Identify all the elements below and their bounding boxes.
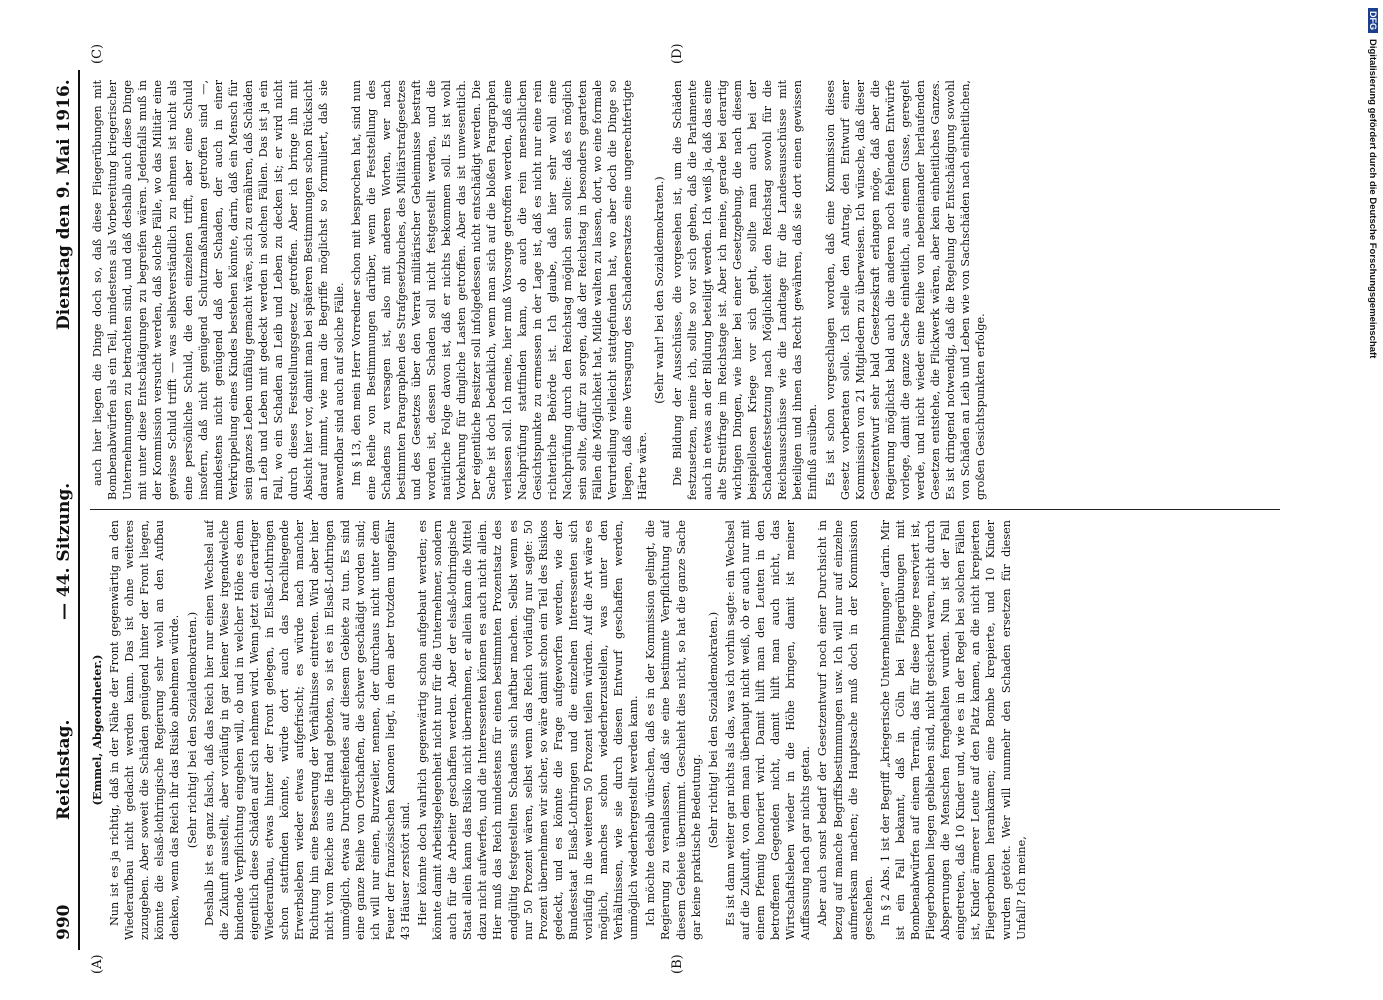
- paragraph: Hier könnte doch wahrlich gegenwärtig schon aufgebaut werden; es könnte damit Arbeitsgelegenheit nicht nur für die Unternehmer, sondern auch für die Arbeiter geschaffen werden. Aber der elsaß-lothringische Staat allein kann das Risiko nicht übernehmen, er allein kann die Mittel dazu nicht aufwerfen, und die Interessenten können es auch nicht allein. Hier muß das Reich mindestens für einen bestimmten Prozentsatz des endgültig festgestellten Schadens sich haftbar machen. Selbst wenn es nur 50 Prozent wären, selbst wenn das Reich vorläufig nur sagte: 50 Prozent übernehmen wir sicher, so wäre damit schon ein Teil des Risikos gedeckt, und es könnte die Frage aufgeworfen werden, wie der Bundesstaat Elsaß-Lothringen und die einzelnen Interessenten sich vorläufig in die weiteren 50 Prozent teilen würden. Auf die Art wäre es möglich, manches schon wiederherzustellen, was unter den Verhältnissen, wie sie durch diesen Entwurf geschaffen werden, unmöglich wiederhergestellt werden kann.: [415, 520, 641, 940]
- header-session: — 44. Sitzung.: [54, 482, 74, 620]
- credit-text: Digitalisierung gefördert durch die Deutsche Forschungsgemeinschaft: [1367, 39, 1378, 359]
- paragraph: Nun ist es ja richtig, daß in der Nähe der Front gegenwärtig an den Wiederaufbau nicht gedacht werden kann. Das ist ohne weiteres zuzugeben. Aber soweit die Schäden genügend hinter der Front liegen, könnte die elsaß-lothringische Regierung sehr wohl an den Aufbau denken, wenn das Reich ihr das Risiko abnehmen würde.: [108, 520, 182, 940]
- paragraph: Im § 13, den mein Herr Vorredner schon mit besprochen hat, sind nun eine Reihe von Bestimmungen darüber, wenn die Feststellung des Schadens zu versagen ist, also mit anderen Worten, wer nach bestimmten Paragraphen des Strafgesetzbuches, des Militärstrafgesetzes und des Gesetzes über den Verrat militärischer Geheimnisse bestraft worden ist, dessen Schaden soll nicht festgestellt werden, und die natürliche Folge davon ist, daß er nichts bekommen soll. Es ist wohl Vorkehrung für dingliche Lasten getroffen. Aber das ist unwesentlich. Der eigentliche Besitzer soll infolgedessen nicht entschädigt werden. Die Sache ist doch bedenklich, wenn man sich auf die bloßen Paragraphen verlassen soll. Ich meine, hier muß Vorsorge getroffen werden, daß eine Nachprüfung stattfinden kann, ob auch die rein menschlichen Gesichtspunkte zu ermessen in der Lage ist, daß es nicht nur eine rein richterliche Behörde ist. Ich glaube, daß hier sehr wohl eine Nachprüfung durch den Reichstag möglich sein sollte: daß es möglich sein sollte, dafür zu sorgen, daß der Reichstag in besonders gearteten Fällen die Möglichkeit hat, Milde walten zu lassen, dort, wo eine formale Verurteilung vielleicht stattgefunden hat, wo aber doch die Dinge so liegen, daß eine Versagung des Schadenersatzes eine ungerechtfertigte Härte wäre.: [349, 80, 650, 500]
- column-divider: [90, 509, 1280, 510]
- applause-note: (Sehr richtig! bei den Sozialdemokraten.): [706, 611, 720, 849]
- paragraph: Ich möchte deshalb wünschen, daß es in der Kommission gelingt, die Regierung zu veranlassen, daß sie eine bestimmte Verpflichtung auf diesem Gebiete übernimmt. Geschieht dies nicht, so hat die ganze Sache gar keine praktische Bedeutung.: [644, 520, 703, 940]
- margin-marker-b: (B): [670, 954, 685, 974]
- header-title: Reichstag.: [54, 719, 74, 820]
- paragraph: In § 2 Abs. 1 ist der Begriff „kriegerische Unternehmungen“ darin. Mir ist ein Fall bekannt, daß in Cöln bei Fliegerübungen mit Bombenabwürfen auf einem Terrain, das für diese Dinge reserviert ist, Fliegerbomben liegen geblieben sind, nicht gesichert waren, nicht durch Absperrungen die Menschen ferngehalten wurden. Nun ist der Fall eingetreten, daß 10 Kinder und, wie es in der Regel bei solchen Fällen ist, Kinder ärmerer Leute auf den Platz kamen, an die nicht krepierten Fliegerbomben herankamen; eine Bombe krepierte, und 10 Kinder wurden getötet. Wer will nunmehr den Schaden ersetzen für diesen Unfall? Ich meine,: [878, 520, 1028, 940]
- applause-note: (Sehr wahr! bei den Sozialdemokraten.): [653, 176, 667, 404]
- header-date: Dienstag den 9. Mai 1916.: [54, 79, 74, 330]
- paragraph: Aber auch sonst bedarf der Gesetzentwurf noch einer Durchsicht in bezug auf manche Begriffsbestimmungen usw. Ich will nur auf einzelne aufmerksam machen; die Hauptsache muß doch in der Kommission geschehen.: [816, 520, 875, 940]
- paragraph: Es ist schon vorgeschlagen worden, daß eine Kommission dieses Gesetz vorberaten solle. Ich stelle den Antrag, den Entwurf einer Kommission von 21 Mitgliedern zu überweisen. Ich wünsche, daß dieser Gesetzentwurf sehr bald Gesetzeskraft erlangen möge, daß aber die Regierung möglichst bald auch die anderen noch fehlenden Entwürfe vorlege, damit die ganze Sache einheitlich, aus einem Gusse, geregelt werde, und nicht wieder eine Reihe von nebeneinander herlaufenden Gesetzen entstehe, die Flickwerk wären, aber kein einheitliches Ganzes. Es ist dringend notwendig, daß die Regelung der Entschädigung sowohl von Schäden an Leib und Leben wie von Sachschäden nach einheitlichen, großen Gesichtspunkten erfolge.: [823, 80, 988, 500]
- paragraph: auch hier liegen die Dinge doch so, daß diese Fliegerübungen mit Bombenabwürfen als ein Teil, mindestens als Vorbereitung kriegerischer Unternehmungen zu betrachten sind, und daß deshalb auch diese Dinge mit unter diese Entschädigungen zu begreifen wären. Jedenfalls muß in der Kommission versucht werden, daß solche Fälle, wo das Militär eine gewisse Schuld trifft — was selbstverständlich zu nehmen ist nicht als eine persönliche Schuld, die den einzelnen trifft, aber eine Schuld insofern, daß nicht genügend Schutzmaßnahmen getroffen sind —, mindestens nicht genügend daß der Schaden, der auch in einer Verkrüppelung eines Kindes bestehen könnte, darin, daß ein Mensch für sein ganzes Leben unfähig gemacht wäre, sich zu ernähren, daß Schäden an Leib und Leben mit gedeckt werden in solchen Fällen. Das ist ja ein Fall, wo ein Schaden an Leib und Leben zu decken ist; er wird nicht durch dieses Feststellungsgesetz getroffen. Aber ich bringe ihn mit Absicht hier vor, damit man bei späteren Bestimmungen schon Rücksicht darauf nimmt, wie man die Begriffe möglichst so formuliert, daß sie anwendbar sind auch auf solche Fälle.: [91, 80, 346, 500]
- applause-note: (Sehr richtig! bei den Sozialdemokraten.): [185, 611, 199, 849]
- speaker-name: (Emmel, Abgeordneter.): [90, 654, 104, 806]
- page-number: 990: [54, 904, 74, 940]
- digitization-credit: [1362, 8, 1382, 993]
- margin-marker-c: (C): [90, 43, 105, 64]
- right-column: [90, 80, 1290, 500]
- margin-marker-a: (A): [90, 954, 105, 974]
- page-header: [50, 70, 80, 950]
- margin-marker-d: (D): [670, 43, 685, 64]
- paragraph: Es ist dann weiter gar nichts als das, was ich vorhin sagte: ein Wechsel auf die Zukunft, von dem man überhaupt nicht weiß, ob er auch nur mit einem Pfennig honoriert wird. Damit hilft man den Leuten in den betroffenen Gegenden nicht, damit hilft man auch nicht, das Wirtschaftsleben wieder in die Höhe bringen, damit ist meiner Auffassung nach gar nichts getan.: [723, 520, 813, 940]
- rotated-page-content: [50, 43, 1310, 974]
- dfg-logo: DFG: [1368, 8, 1378, 33]
- paragraph: Deshalb ist es ganz falsch, daß das Reich hier nur einen Wechsel auf die Zukunft ausstellt, aber vorläufig in gar keiner Weise irgendwelche bindende Verpflichtung eingehen will, ob und in welcher Höhe es denn eigentlich diese Schäden auf sich nehmen wird. Wenn jetzt ein derartiger Wiederaufbau, etwas hinter der Front gelegen, in Elsaß-Lothringen schon stattfinden könnte, würde dort auch das brachliegende Erwerbsleben wieder etwas aufgefrischt; es würde nach mancher Richtung hin eine Besserung der Verhältnisse eintreten. Wird aber hier nicht vom Reiche aus die Hand geboten, so ist es in Elsaß-Lothringen unmöglich, etwas Durchgreifendes auf diesem Gebiete zu tun. Es sind eine ganze Reihe von Ortschaften, die schwer geschädigt worden sind; ich will nur einen, Burzweiler, nennen, der durchaus nicht unter dem Feuer der französischen Kanonen liegt, in dem aber trotzdem ungefähr 43 Häuser zerstört sind.: [202, 520, 412, 940]
- paragraph: Die Bildung der Ausschüsse, die vorgesehen ist, um die Schäden festzusetzen, meine ich, sollte so vor sich gehen, daß die Parlamente auch in etwas an der Bildung beteiligt werden. Ich weiß ja, daß das eine alte Streitfrage im Reichstage ist. Aber ich meine, gerade bei derartig wichtigen Dingen, wie hier bei einer Gesetzgebung, die nach diesem beispiellosen Kriege vor sich geht, sollte man auch bei der Schadenfestsetzung nach Möglichkeit den Reichstag sowohl für die Reichsausschüsse wie die Landtage für die Landesausschüsse mit beteiligen und ihnen das Recht gewähren, daß sie dort einen gewissen Einfluß ausüben.: [670, 80, 820, 500]
- left-column: [90, 520, 1290, 940]
